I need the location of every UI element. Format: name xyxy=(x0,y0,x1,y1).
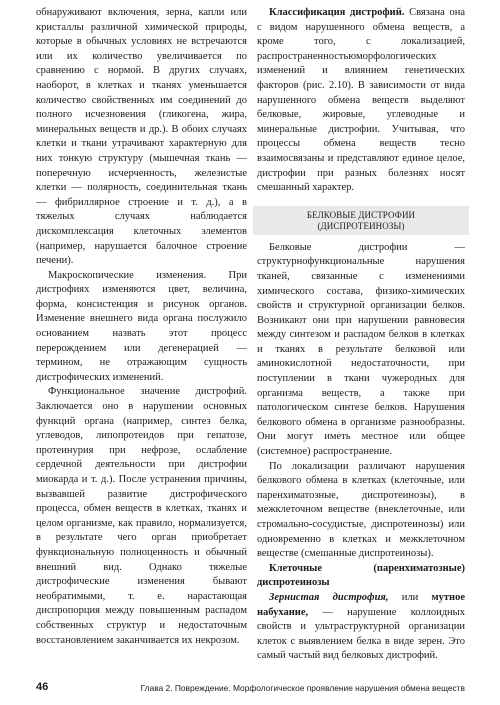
page-number: 46 xyxy=(36,681,49,693)
granular-heading: Зернистая дистрофия, xyxy=(269,591,389,603)
paragraph-inclusions: обнаруживают включения, зерна, капли или кристаллы различной химической природы, которые в обычных условиях не встречаются или их количество увеличивается по сравнению с нормой. В других случаях, наоборот, в клетках и тканях уменьшается количество свойственных им соединений до полного исчезновения (гликогена, жира, минеральных веществ и др.). В обоих случаях клетки и ткани утрачивают характерную для них тонкую структуру (мышечная ткань — поперечную исчерченность, железистые клетки — полярность, соединительная ткань — фибриллярное строение и т. д.), а в тяжелых случаях наблюдается дискомплексация клеточных элементов (например, нарушается балочное строение печени). xyxy=(36,7,247,267)
left-column xyxy=(36,6,247,648)
paragraph-localization: По локализации различают нарушения белкового обмена в клетках (клеточные, или паренхиматозные, диспротеинозы), в межклеточном веществе (внеклеточные, или стромально-сосудистые, диспротеинозы) или одновременно в клетках и межклеточном веществе (смешанные диспротеинозы). xyxy=(257,460,465,560)
paragraph-functional: Функциональное значение дистрофий. Заключается оно в нарушении основных функций органа (например, синтез белка, углеводов, липопротеидов при гепатозе, протеинурия при нефрозе, ослабление сердечной деятельности при дистрофии миокарда и т. д.). После устранения причины, вызвавшей развитие дистрофического процесса, обмен веществ в клетках, тканях и целом организме, как правило, нормализуется, в результате чего орган приобретает функциональную полноценность и обычный внешний вид. Однако тяжелые дистрофические изменения бывают необратимыми, т. е. нарастающая диспропорция между повышенным распадом собственных структур и недостаточным восстановлением заканчивается их некрозом. xyxy=(36,386,247,646)
section-title-line2: (ДИСПРОТЕИНОЗЫ) xyxy=(317,220,405,231)
paragraph-classification xyxy=(257,6,465,196)
paragraph-granular-dystrophy xyxy=(257,591,465,664)
granular-text: — нарушение коллоидных свойств и ультраструктурной организации клеток с выявлением белка в виде зерен. Это самый частый вид белковых дистрофий. xyxy=(257,606,465,662)
section-title-line1: БЕЛКОВЫЕ ДИСТРОФИИ xyxy=(306,209,416,220)
subheading-cellular-dysproteinoses: Клеточные (паренхиматозные) диспротеинозы xyxy=(257,562,465,589)
right-column xyxy=(257,6,465,664)
classification-heading: Классификация дистрофий. xyxy=(269,7,405,18)
paragraph-macroscopic: Макроскопические изменения. При дистрофиях изменяются цвет, величина, форма, консистенция и рисунок органов. Изменение внешнего вида органа послужило основанием назвать этот процесс перерождением или дегенерацией — термином, не отражающим сущность дистрофических изменений. xyxy=(36,269,247,383)
granular-term: мутное набухание, xyxy=(257,591,465,618)
granular-mid: или xyxy=(388,591,432,603)
section-title-protein-dystrophies xyxy=(253,206,469,235)
paragraph-protein-dystrophies: Белковые дистрофии — структурнофункциональные нарушения тканей, связанные с изменениями химического состава, физико-химических свойств и структурной организации белков. Возникают они при нарушении равновесия между синтезом и распадом белков в клетках и тканях в результате белковой или аминокислотной недостаточности, при поступлении в ткани чужеродных для организма веществ, а также при патологическом синтезе белков. Нарушения белкового обмена в организме разнообразны. Они могут иметь местное или общее (системное) распространение. xyxy=(257,241,465,458)
running-title: Глава 2. Повреждение. Морфологическое проявление нарушения обмена веществ xyxy=(140,683,465,693)
classification-text: Связана она с видом нарушенного обмена веществ, а кроме того, с локализацией, распространенностьюморфологических изменений и влиянием генетических факторов (рис. 2.10). В зависимости от вида нарушенного обмена веществ выделяют белковые, жировые, углеводные и минеральные дистрофии. Учитывая, что процессы обмена веществ тесно взаимосвязаны и представляют единое целое, дистрофии при разных болезнях носят смешанный характер. xyxy=(257,7,465,194)
